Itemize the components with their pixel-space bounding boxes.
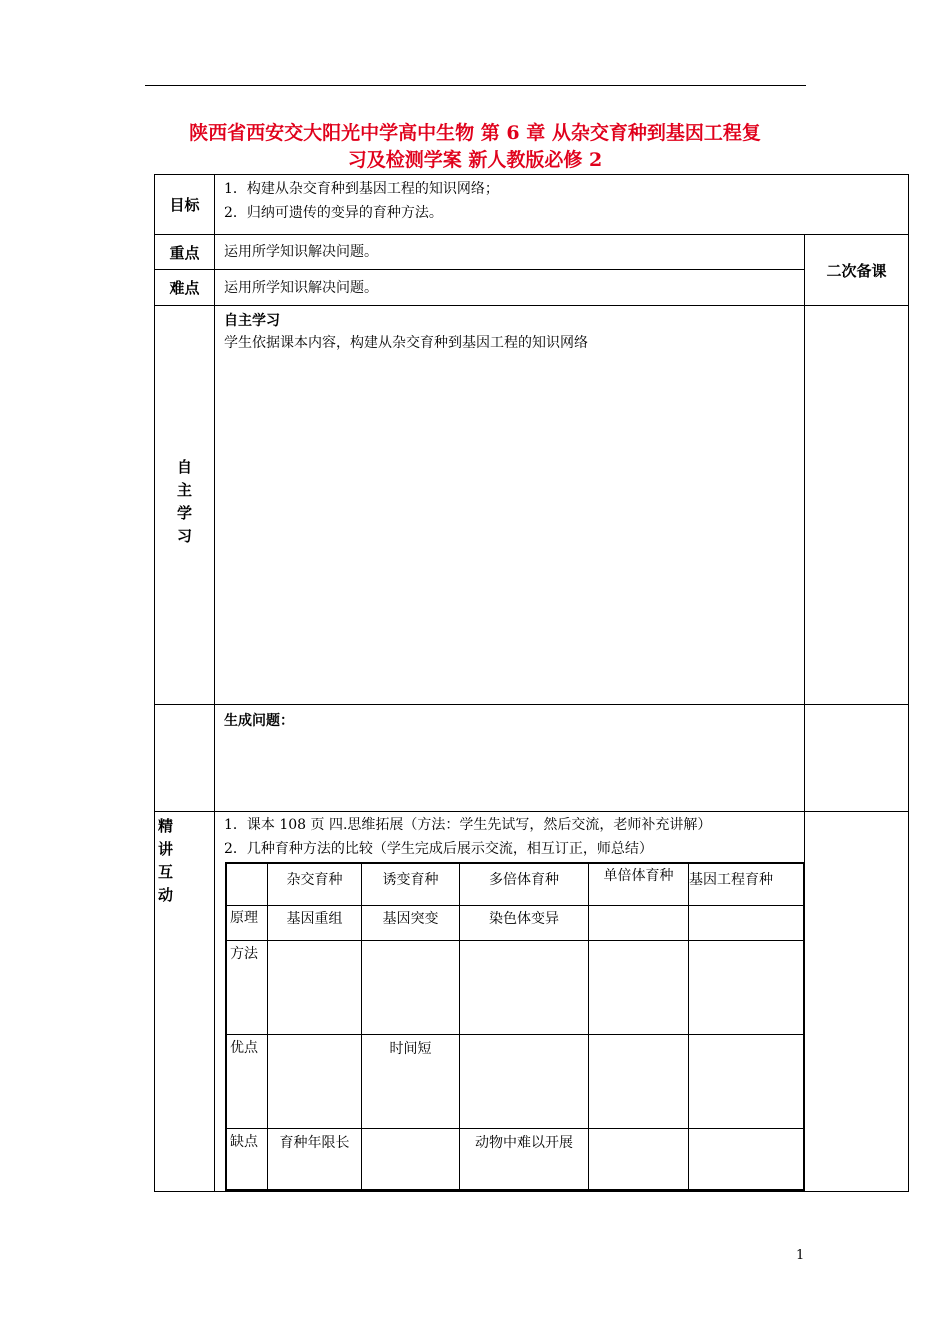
self-study-text: 学生依据课本内容，构建从杂交育种到基因工程的知识网络 [224, 335, 588, 351]
compare-cell: 时间短 [389, 1041, 432, 1057]
compare-cell: 染色体变异 [489, 911, 559, 927]
compare-row-label: 缺点 [230, 1134, 258, 1150]
lecture-line-1: 1．课本 108 页 四.思维拓展（方法：学生先试写，然后交流，老师补充讲解） [224, 817, 712, 833]
lecture-line-2: 2．几种育种方法的比较（学生完成后展示交流，相互订正，师总结） [224, 841, 653, 857]
compare-row-label: 原理 [230, 910, 258, 926]
goal-label: 目标 [169, 196, 200, 214]
table-divider [588, 862, 589, 1191]
difficulty-label: 难点 [169, 279, 200, 297]
secondary-prep-label: 二次备课 [826, 261, 887, 280]
table-divider [225, 940, 805, 941]
compare-cell: 基因突变 [382, 911, 439, 927]
goal-item-2: 2．归纳可遗传的变异的育种方法。 [224, 205, 443, 221]
lecture-label [155, 814, 214, 914]
table-divider [225, 1034, 805, 1035]
compare-cell: 育种年限长 [279, 1135, 350, 1151]
difficulty-text: 运用所学知识解决问题。 [224, 280, 378, 296]
key-point-text: 运用所学知识解决问题。 [224, 244, 378, 260]
questions-heading: 生成问题： [224, 713, 294, 729]
goal-items [224, 177, 794, 225]
compare-cell: 动物中难以开展 [475, 1135, 573, 1151]
table-divider [154, 811, 909, 812]
compare-header-haploid: 单倍体育种 [603, 868, 674, 884]
goal-item-1: 1．构建从杂交育种到基因工程的知识网络； [224, 181, 499, 197]
header-rule [145, 85, 806, 86]
title-line-1: 陕西省西安交大阳光中学高中生物 第 6 章 从杂交育种到基因工程复 [189, 122, 761, 144]
compare-header-mutation: 诱变育种 [382, 872, 439, 888]
page-number: 1 [796, 1248, 805, 1263]
table-divider [688, 862, 689, 1191]
self-study-heading: 自主学习 [224, 313, 280, 329]
table-divider [154, 305, 909, 306]
key-point-label: 重点 [169, 243, 200, 262]
compare-row-label: 优点 [230, 1040, 258, 1056]
self-study-label: 自主学习 [175, 459, 193, 551]
table-divider [154, 234, 909, 235]
compare-cell: 基因重组 [286, 911, 343, 927]
compare-header-polyploid: 多倍体育种 [489, 872, 559, 888]
table-divider [154, 704, 909, 705]
title-line-2: 习及检测学案 新人教版必修 2 [347, 149, 603, 171]
table-divider [154, 269, 805, 270]
compare-row-label: 方法 [230, 946, 258, 962]
table-divider [214, 174, 215, 1192]
compare-header-genetic-eng: 基因工程育种 [689, 872, 773, 888]
page-title [130, 120, 820, 174]
lecture-label-text: 精讲互动 [156, 818, 174, 910]
compare-header-hybrid: 杂交育种 [286, 872, 343, 888]
